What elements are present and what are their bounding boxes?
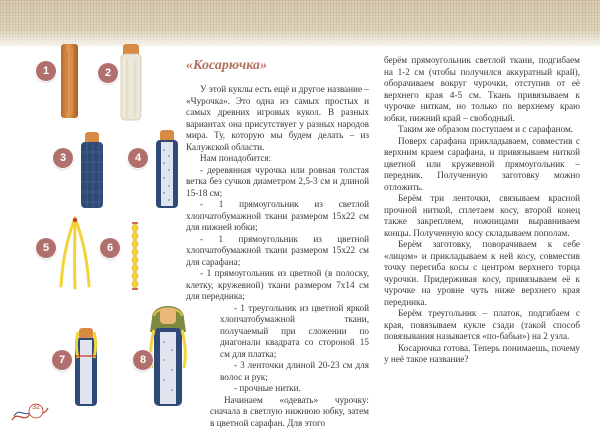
step-badge-6: 6: [100, 238, 120, 258]
step-attach-braid: Берём заготовку, поворачиваем к себе «лицом» и прикладываем к ней косу, совместив точку перегиба косы с центром верхнего торца чурочки. Придерживая косу, привязываем её к чурочке на уровне чуть ниже верхнего края передника.: [384, 239, 580, 307]
material-item-light-fabric: - 1 прямоугольник из светлой хлопчатобумажной ткани размером 15х22 см для нижней юбки;: [186, 199, 369, 232]
wooden-stick-illustration: [58, 42, 82, 120]
closing-paragraph: Косарючка готова. Теперь понимаешь, почему у неё такое название?: [384, 342, 580, 364]
stick-with-sarafan-illustration: [77, 132, 107, 210]
page-number: 32: [32, 404, 40, 411]
step-badge-2: 2: [98, 63, 118, 83]
instructions-start: Начинаем «одевать» чурочку: сначала в светлую нижнюю юбку, затем в цветной сарафан. Для этого: [210, 394, 369, 428]
materials-heading: Нам понадобится:: [200, 153, 272, 163]
material-item-triangle: - 1 треугольник из цветной яркой хлопчатобумажной ткани, получаемый при сложении по диагонали квадрата со стороной 15 см для платка;: [220, 302, 369, 359]
step-badge-8: 8: [133, 350, 153, 370]
stick-with-underskirt-illustration: [117, 44, 145, 122]
step-badge-4: 4: [128, 148, 148, 168]
header-fade: [0, 30, 600, 52]
step-apron: Поверх сарафана прикладываем, совместив с верхним краем сарафана, и привязываем ниткой цветной или кружевной прямоугольник – передник. Полученную заготовку можно отложить.: [384, 135, 580, 192]
article-title: «Косарючка»: [186, 58, 267, 73]
step-badge-1: 1: [36, 61, 56, 81]
stick-with-apron-illustration: [152, 130, 182, 210]
intro-paragraph: У этой куклы есть ещё и другое название – «Чурочка». Это одна из самых простых и самых древних игровых кукол. В разных вариантах она присутствует у разных народов мира. Ту, которую мы будем делать – из Калужской области.: [186, 84, 369, 152]
step-badge-3: 3: [53, 148, 73, 168]
step-badge-5: 5: [36, 238, 56, 258]
step-braid: Берём три ленточки, связываем красной прочной ниткой, сплетаем косу, второй конец также закрепляем, ножницами выравниваем концы. Полученную косу складываем пополам.: [384, 193, 580, 238]
finished-doll-illustration: [148, 296, 188, 408]
left-text-column: [186, 84, 369, 429]
material-item-colored-fabric: - 1 прямоугольник из цветной хлопчатобумажной ткани размером 15х22 см для сарафана;: [186, 233, 369, 267]
right-text-column: [384, 55, 580, 366]
step-sarafan: Таким же образом поступаем и с сарафаном.: [398, 124, 574, 134]
step-badge-7: 7: [52, 350, 72, 370]
material-item-ribbons: - 3 ленточки длиной 20-23 см для волос и рук;: [220, 360, 369, 382]
page-number-ornament: [10, 398, 50, 424]
doll-with-braid-illustration: [70, 328, 102, 408]
step-underskirt: берём прямоугольник светлой ткани, подгибаем на 1-2 см (чтобы получился аккуратный край), оборачиваем вокруг чурочки, отступив от её верхнего края 4-5 см. Ткань привязываем к чурочке ниткам, но только по верхнему краю юбки, нижний край – свободный.: [384, 55, 580, 123]
three-ribbons-illustration: [57, 214, 93, 290]
braid-illustration: [126, 220, 144, 294]
material-item-apron-fabric: - 1 прямоугольник из цветной (в полоску, клетку, кружевной) ткани размером 7х14 см для передника;: [186, 268, 369, 301]
material-item-threads: - прочные нитки.: [234, 383, 301, 393]
material-item-stick: - деревянная чурочка или ровная толстая ветка без сучков диаметром 2,5-3 см и длиной 15-18 см;: [186, 164, 369, 198]
step-headscarf: Берём треугольник – платок, подгибаем с края, повязываем кукле сзади (такой способ повязывания называется «по-бабьи») на 2 узла.: [384, 308, 580, 341]
